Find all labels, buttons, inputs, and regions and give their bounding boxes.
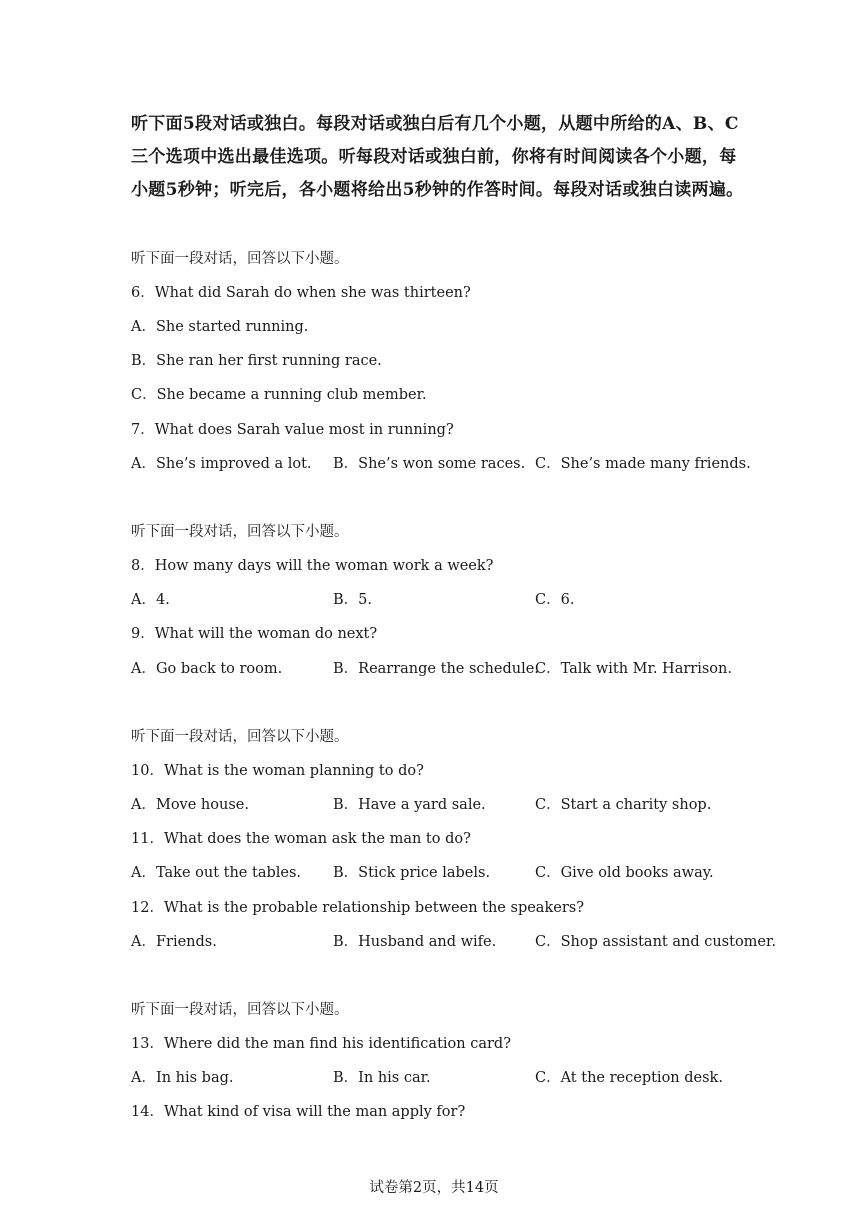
- q8-option-c: C．6.: [535, 592, 575, 608]
- section-heading-4: 听下面一段对话，回答以下小题。: [131, 1002, 349, 1018]
- q6-option-b: B．She ran her first running race.: [131, 353, 382, 369]
- page-footer: 试卷第2页，共14页: [369, 1180, 499, 1196]
- q10-option-a: A．Move house.: [131, 797, 249, 813]
- question-6: 6．What did Sarah do when she was thirteen?: [131, 285, 471, 301]
- question-11: 11．What does the woman ask the man to do?: [131, 831, 471, 847]
- q11-option-a: A．Take out the tables.: [131, 865, 302, 881]
- q9-option-c: C．Talk with Mr. Harrison.: [535, 661, 732, 677]
- section-heading-3: 听下面一段对话，回答以下小题。: [131, 729, 349, 745]
- q12-option-b: B．Husband and wife.: [333, 934, 497, 950]
- q9-option-a: A．Go back to room.: [131, 661, 283, 677]
- q13-option-c: C．At the reception desk.: [535, 1070, 723, 1086]
- q11-option-b: B．Stick price labels.: [333, 865, 491, 881]
- q10-option-b: B．Have a yard sale.: [333, 797, 486, 813]
- q13-option-b: B．In his car.: [333, 1070, 431, 1086]
- question-7: 7．What does Sarah value most in running?: [131, 422, 454, 438]
- question-13: 13．Where did the man find his identification card?: [131, 1036, 511, 1052]
- q12-option-a: A．Friends.: [131, 934, 217, 950]
- listening-instructions: 听下面5段对话或独白。每段对话或独白后有几个小题，从题中所给的A、B、C三个选项中选出最佳选项。听每段对话或独白前，你将有时间阅读各个小题，每小题5秒钟；听完后，各小题将给出5秒钟的作答时间。每段对话或独白读两遍。: [131, 114, 744, 200]
- q10-option-c: C．Start a charity shop.: [535, 797, 712, 813]
- q6-option-a: A．She started running.: [131, 319, 309, 335]
- question-9: 9．What will the woman do next?: [131, 626, 378, 642]
- q9-option-b: B．Rearrange the schedule.: [333, 661, 539, 677]
- question-14: 14．What kind of visa will the man apply for?: [131, 1104, 466, 1120]
- q8-option-a: A．4.: [131, 592, 170, 608]
- section-heading-1: 听下面一段对话，回答以下小题。: [131, 251, 349, 267]
- question-10: 10．What is the woman planning to do?: [131, 763, 424, 779]
- section-heading-2: 听下面一段对话，回答以下小题。: [131, 524, 349, 540]
- question-12: 12．What is the probable relationship between the speakers?: [131, 900, 584, 916]
- q12-option-c: C．Shop assistant and customer.: [535, 934, 776, 950]
- q7-option-b: B．She’s won some races.: [333, 456, 526, 472]
- q8-option-b: B．5.: [333, 592, 372, 608]
- q11-option-c: C．Give old books away.: [535, 865, 714, 881]
- q7-option-c: C．She’s made many friends.: [535, 456, 751, 472]
- q6-option-c: C．She became a running club member.: [131, 387, 427, 403]
- question-8: 8．How many days will the woman work a week?: [131, 558, 494, 574]
- q7-option-a: A．She’s improved a lot.: [131, 456, 312, 472]
- q13-option-a: A．In his bag.: [131, 1070, 234, 1086]
